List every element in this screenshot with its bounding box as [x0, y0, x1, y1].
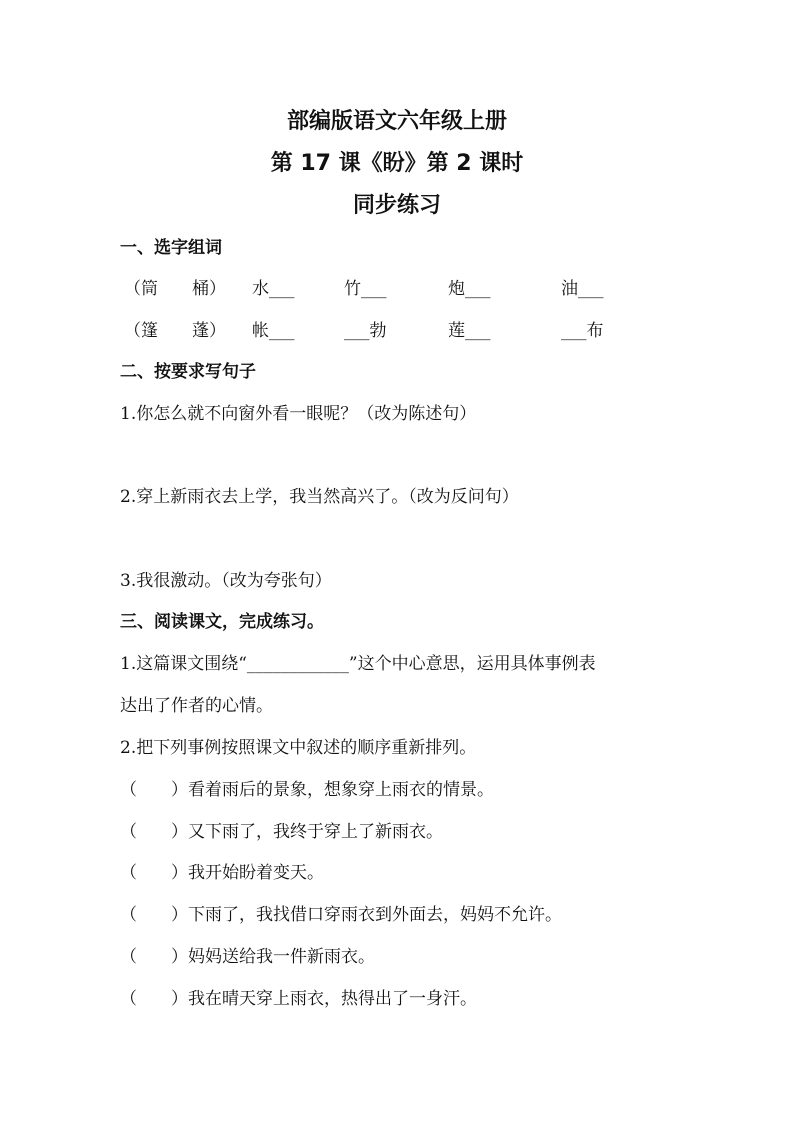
ordering-item: （ ）看着雨后的景象，想象穿上雨衣的情景。: [120, 780, 494, 800]
char-group-peng: （篷 蓬）: [124, 321, 226, 341]
word-blank: 竹___: [344, 279, 387, 299]
question-item: 1.这篇课文围绕“____________”这个中心意思，运用具体事例表: [120, 654, 596, 674]
word-blank: 帐___: [252, 321, 295, 341]
worksheet-title: 部编版语文六年级上册: [286, 109, 507, 134]
ordering-item: （ ）又下雨了，我终于穿上了新雨衣。: [120, 822, 443, 842]
lesson-title: 第 17 课《盼》第 2 课时: [270, 151, 524, 176]
word-blank: 水___: [252, 279, 295, 299]
char-group-tong: （筒 桶）: [124, 279, 226, 299]
section3-heading: 三、阅读课文，完成练习。: [120, 612, 324, 632]
ordering-item: （ ）妈妈送给我一件新雨衣。: [120, 947, 375, 967]
word-blank: 油___: [561, 279, 604, 299]
ordering-item: （ ）我开始盼着变天。: [120, 863, 324, 883]
question-item: 2.把下列事例按照课文中叙述的顺序重新排列。: [120, 738, 477, 758]
word-blank: ___勃: [344, 321, 387, 341]
question-item: 1.你怎么就不向窗外看一眼呢？（改为陈述句）: [120, 404, 477, 424]
ordering-item: （ ）我在晴天穿上雨衣，热得出了一身汗。: [120, 989, 477, 1009]
question-item: 2.穿上新雨衣去上学，我当然高兴了。（改为反问句）: [120, 487, 519, 507]
section2-heading: 二、按要求写句子: [120, 362, 256, 382]
word-blank: ___布: [561, 321, 604, 341]
word-blank: 炮___: [448, 279, 491, 299]
question-item: 3.我很激动。（改为夸张句）: [120, 571, 332, 591]
section1-heading: 一、选字组词: [120, 238, 222, 258]
ordering-item: （ ）下雨了，我找借口穿雨衣到外面去，妈妈不允许。: [120, 905, 562, 925]
exercise-title: 同步练习: [352, 193, 441, 218]
word-blank: 莲___: [448, 321, 491, 341]
question-item-continuation: 达出了作者的心情。: [120, 696, 273, 716]
